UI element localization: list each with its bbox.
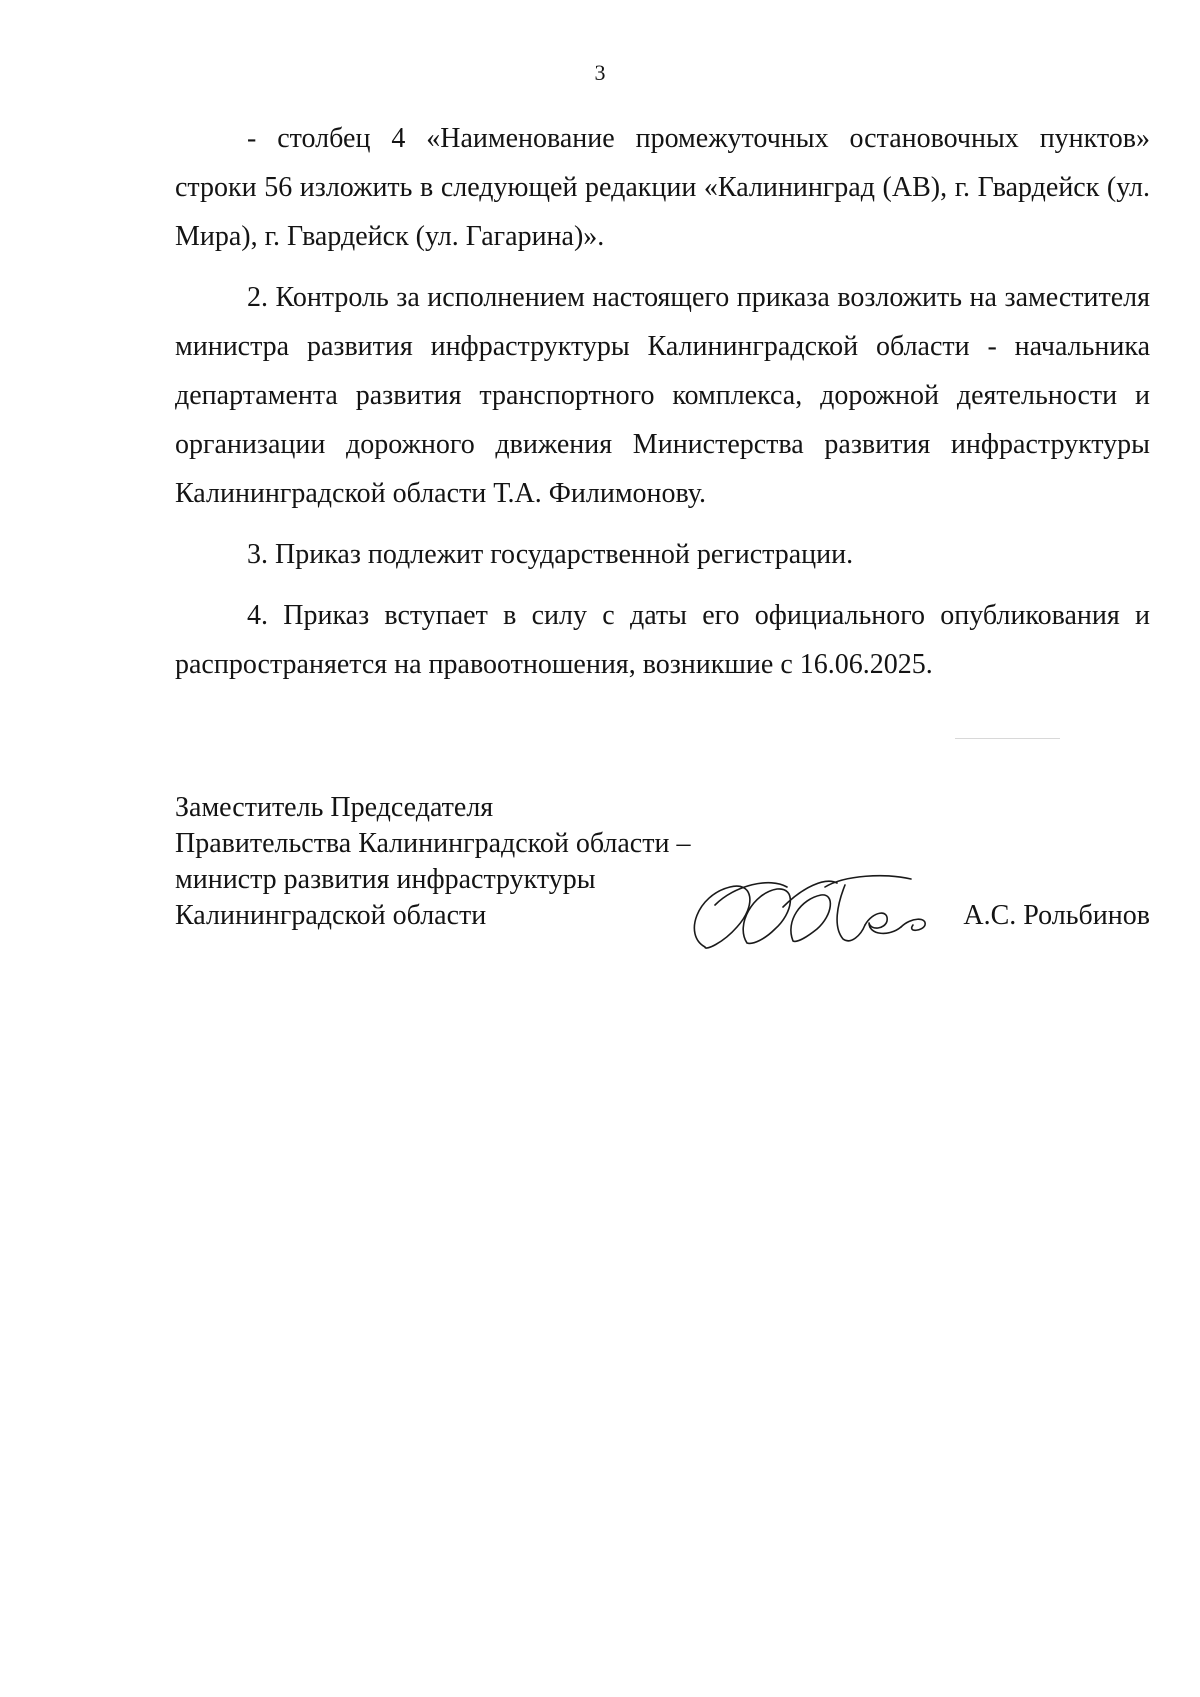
handwritten-signature [675,865,935,960]
paragraph-control: 2. Контроль за исполнением настоящего приказа возложить на заместителя министра развития инфраструктуры Калининградской области - начальника департамента развития транспортного комплекса, дорожной деятельности и организации дорожного движения Министерства развития инфраструктуры Калининградской области Т.А. Филимонову. [175,282,1150,509]
paragraph-registration: 3. Приказ подлежит государственной регистрации. [247,539,854,570]
signatory-position-line: министр развития инфраструктуры [175,864,596,895]
paragraph-effective-date: 4. Приказ вступает в силу с даты его официального опубликования и распространяется на правоотношения, возникшие с 16.06.2025. [175,600,1150,680]
order-body [175,114,1150,701]
page-number: 3 [594,60,606,85]
signature-block [175,790,1150,970]
scan-artifact-line [955,738,1060,739]
signatory-position-line: Правительства Калининградской области – [175,828,691,859]
signatory-position-line: Калининградской области [175,900,487,931]
signatory-name: А.С. Рольбинов [963,900,1150,931]
paragraph-column-4-amendment: - столбец 4 «Наименование промежуточных остановочных пунктов» строки 56 изложить в следующей редакции «Калининград (АВ), г. Гвардейск (ул. Мира), г. Гвардейск (ул. Гагарина)». [175,123,1150,252]
signatory-position-line: Заместитель Председателя [175,792,494,823]
